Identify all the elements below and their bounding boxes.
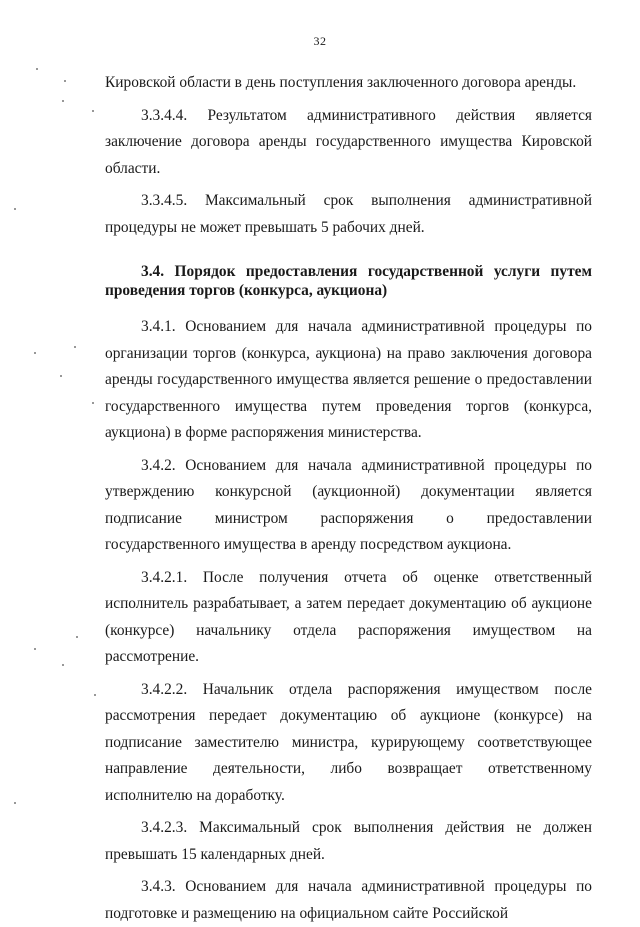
paragraph-3-4-2-1: 3.4.2.1. После получения отчета об оценке ответственный исполнитель разрабатывает, а затем передает документацию об аукционе (конкурсе) начальнику отдела распоряжения имуществом на рассмотрение.	[105, 568, 592, 665]
scan-artifact	[92, 110, 94, 112]
scan-artifact	[14, 208, 16, 210]
scan-artifact	[64, 80, 66, 82]
scan-artifact	[36, 68, 38, 70]
scan-artifact	[74, 346, 76, 348]
scan-artifact	[76, 636, 78, 638]
page-number: 32	[313, 34, 327, 48]
paragraph-3-3-4-4: 3.3.4.4. Результатом административного действия является заключение договора аренды государственного имущества Кировской области.	[105, 106, 592, 177]
scan-artifact	[34, 648, 36, 650]
scan-artifact	[62, 664, 64, 666]
scan-artifact	[60, 375, 62, 377]
section-heading-3-4: 3.4. Порядок предоставления государственной услуги путем проведения торгов (конкурса, аукциона)	[105, 263, 592, 299]
paragraph-3-4-1: 3.4.1. Основанием для начала административной процедуры по организации торгов (конкурса, аукциона) на право заключения договора аренды государственного имущества является решение о предоставлении государственного имущества путем проведения торгов (конкурса, аукциона) в форме распоряжения министерства.	[105, 318, 592, 441]
scan-artifact	[14, 802, 16, 804]
paragraph-continuation: Кировской области в день поступления заключенного договора аренды.	[105, 74, 577, 91]
paragraph-3-4-3: 3.4.3. Основанием для начала административной процедуры по подготовке и размещению на официальном сайте Российской	[105, 878, 592, 922]
scan-artifact	[94, 694, 96, 696]
scan-artifact	[92, 402, 94, 404]
paragraph-3-3-4-5: 3.3.4.5. Максимальный срок выполнения административной процедуры не может превышать 5 рабочих дней.	[105, 192, 592, 236]
paragraph-3-4-2-3: 3.4.2.3. Максимальный срок выполнения действия не должен превышать 15 календарных дней.	[105, 819, 592, 863]
scan-artifact	[34, 352, 36, 354]
paragraph-3-4-2-2: 3.4.2.2. Начальник отдела распоряжения имуществом после рассмотрения передает документацию об аукционе (конкурсе) на подписание заместителю министра, курирующему соответствующее направление деятельности, либо возвращает ответственному исполнителю на доработку.	[105, 680, 592, 804]
paragraph-3-4-2: 3.4.2. Основанием для начала административной процедуры по утверждению конкурсной (аукционной) документации является подписание министром распоряжения о предоставлении государственного имущества в аренду посредством аукциона.	[105, 456, 592, 553]
scan-artifact	[62, 100, 64, 102]
document-body	[105, 70, 592, 927]
